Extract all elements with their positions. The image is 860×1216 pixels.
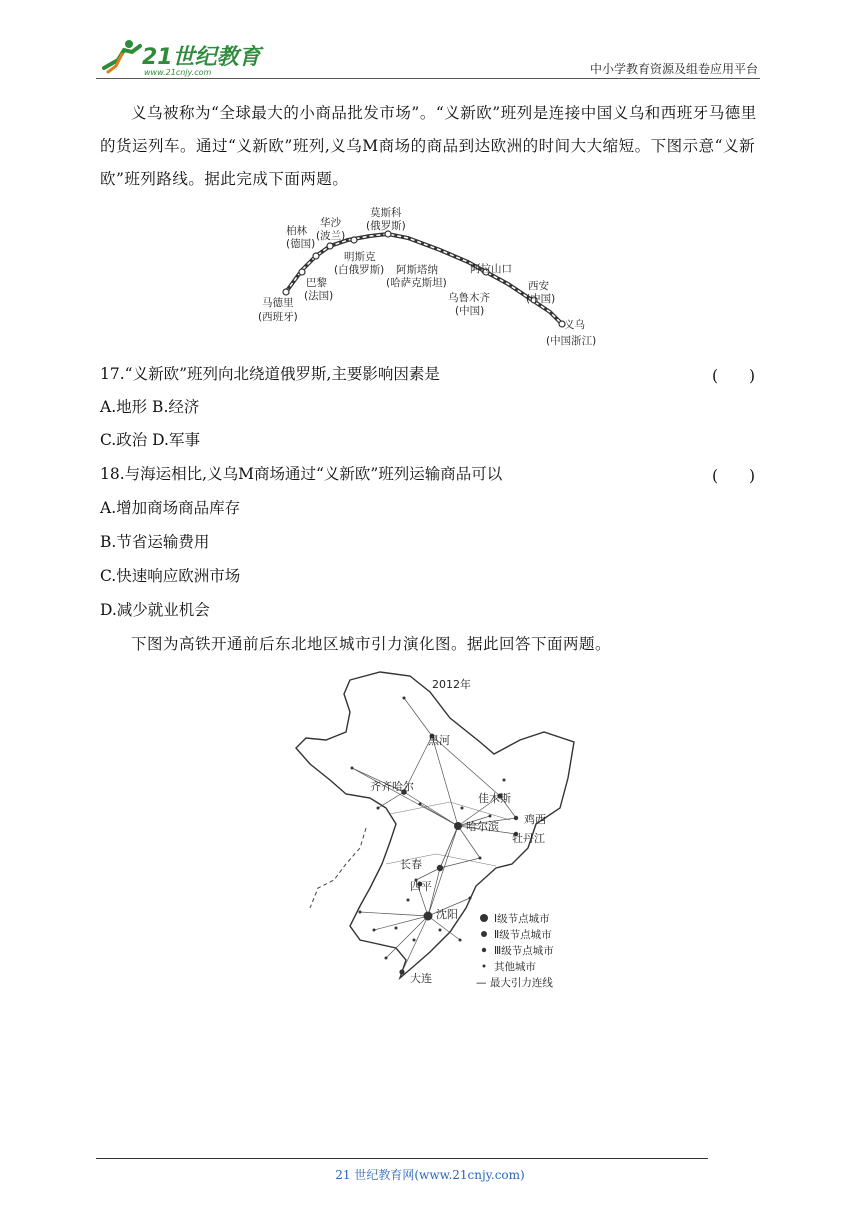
map-legend — [476, 912, 554, 989]
map-city-harbin: 哈尔滨 — [466, 820, 499, 833]
city-warsaw: 华沙 — [320, 217, 341, 229]
question-17-answer-blank[interactable]: ( ) — [712, 367, 756, 385]
northeast-gravity-map — [290, 668, 580, 990]
country-berlin: (德国) — [286, 238, 316, 250]
city-minsk: 明斯克 — [344, 251, 376, 263]
question-18-option-a: A.增加商场商品库存 — [100, 499, 241, 517]
logo-text: 21世纪教育 — [142, 45, 261, 70]
question-17-stem: 17.“义新欧”班列向北绕道俄罗斯,主要影响因素是 — [100, 365, 440, 383]
country-yiwu: (中国浙江) — [546, 335, 597, 347]
map-city-dalian: 大连 — [410, 972, 432, 985]
city-astana: 阿斯塔纳 — [396, 264, 438, 276]
intro-paragraph-1: 义乌被称为“全球最大的小商品批发市场”。“义新欧”班列是连接中国义乌和西班牙马德里的货运列车。通过“义新欧”班列,义乌M商场的商品到达欧洲的时间大大缩短。下图示意“义新欧”班列路线。据此完成下面两题。 — [100, 104, 757, 188]
map-year: 2012年 — [432, 678, 471, 691]
question-18-option-b: B.节省运输费用 — [100, 533, 210, 551]
map-city-jiamusi: 佳木斯 — [478, 792, 511, 805]
map-city-shenyang: 沈阳 — [436, 908, 458, 921]
map-city-heihe: 黑河 — [428, 734, 450, 747]
legend-line: — 最大引力连线 — [476, 977, 553, 989]
header-divider — [96, 78, 760, 79]
footer-link[interactable]: 21 世纪教育网(www.21cnjy.com) — [335, 1168, 525, 1182]
country-urumqi: (中国) — [455, 305, 485, 317]
country-moscow: (俄罗斯) — [366, 220, 406, 232]
city-xian: 西安 — [528, 280, 549, 292]
legend-other: 其他城市 — [494, 961, 536, 973]
map-city-jixi: 鸡西 — [524, 813, 546, 826]
map-city-changchun: 长春 — [400, 858, 422, 871]
map-city-mudanjiang: 牡丹江 — [512, 832, 545, 845]
country-astana: (哈萨克斯坦) — [386, 277, 447, 289]
question-18-stem: 18.与海运相比,义乌M商场通过“义新欧”班列运输商品可以 — [100, 465, 503, 483]
city-urumqi: 乌鲁木齐 — [448, 292, 490, 304]
intro-paragraph-2: 下图为高铁开通前后东北地区城市引力演化图。据此回答下面两题。 — [131, 635, 612, 653]
question-17-options-ab: A.地形 B.经济 — [100, 398, 200, 416]
country-madrid: (西班牙) — [258, 311, 298, 323]
city-berlin: 柏林 — [286, 225, 307, 237]
question-18-option-c: C.快速响应欧洲市场 — [100, 567, 241, 585]
country-xian: (中国) — [526, 293, 556, 305]
site-logo — [96, 38, 266, 78]
runner-icon — [104, 40, 140, 72]
country-minsk: (白俄罗斯) — [334, 264, 385, 276]
question-17-options-cd: C.政治 D.军事 — [100, 431, 200, 449]
question-18-option-d: D.减少就业机会 — [100, 601, 210, 619]
map-city-siping: 四平 — [410, 880, 432, 893]
legend-level-3: Ⅲ级节点城市 — [494, 945, 554, 957]
country-paris: (法国) — [304, 290, 334, 302]
city-moscow: 莫斯科 — [370, 207, 402, 219]
logo-url: www.21cnjy.com — [144, 68, 212, 77]
city-madrid: 马德里 — [262, 297, 294, 309]
footer-divider — [96, 1158, 708, 1159]
legend-level-2: Ⅱ级节点城市 — [494, 929, 552, 941]
country-warsaw: (波兰) — [316, 230, 346, 242]
legend-level-1: Ⅰ级节点城市 — [494, 913, 550, 925]
site-slogan: 中小学教育资源及组卷应用平台 — [589, 62, 758, 76]
route-map — [250, 200, 620, 352]
map-city-qiqihar: 齐齐哈尔 — [370, 780, 414, 793]
city-paris: 巴黎 — [306, 277, 327, 289]
question-18-answer-blank[interactable]: ( ) — [712, 467, 756, 485]
city-alashankou: 阿拉山口 — [470, 263, 512, 275]
city-yiwu: 义乌 — [564, 319, 585, 331]
